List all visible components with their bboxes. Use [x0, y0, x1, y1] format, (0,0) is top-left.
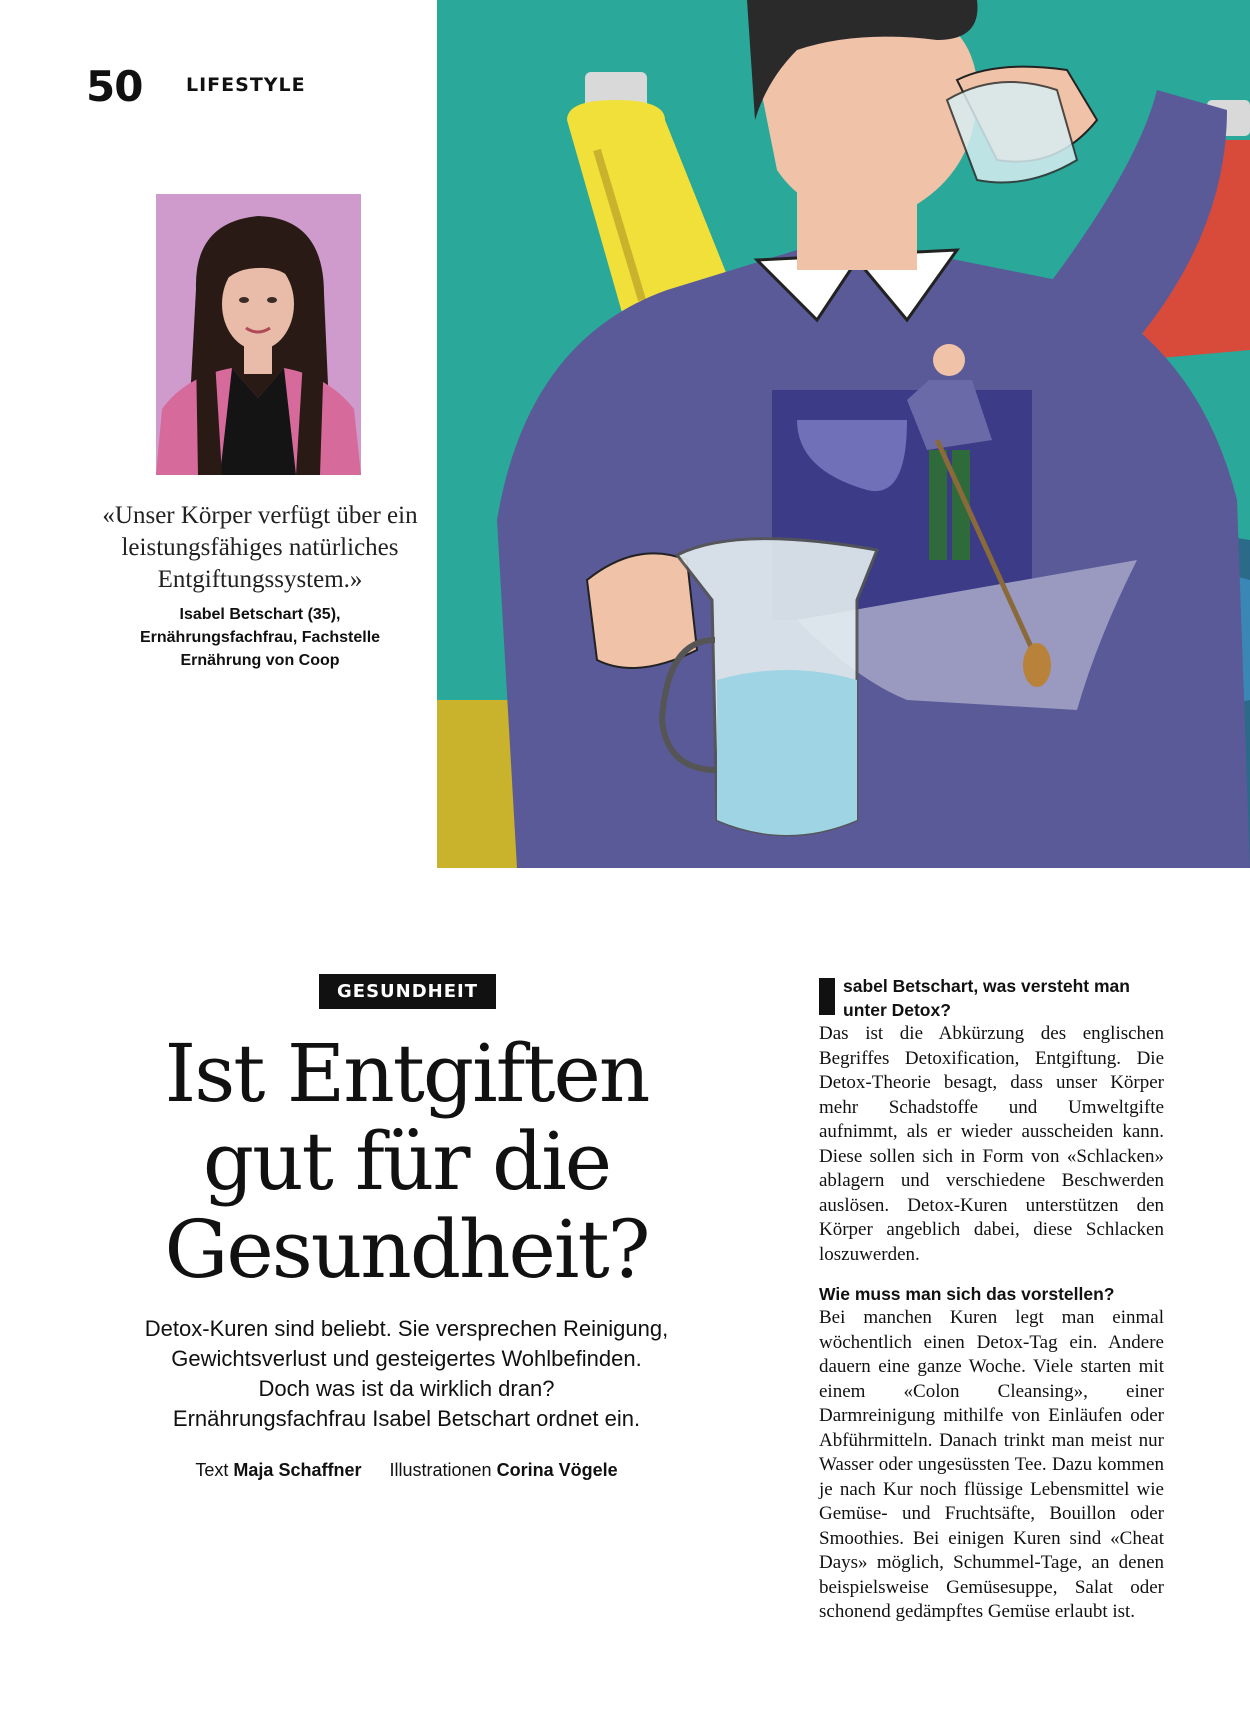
- interview-question: [819, 974, 1164, 1022]
- interview-question: Wie muss man sich das vorstellen?: [819, 1284, 1115, 1304]
- pull-quote: «Unser Körper verfügt über ein leistungsfähiges natürliches Entgiftungssystem.»: [102, 502, 418, 593]
- question-text: sabel Betschart, was versteht man unter Detox?: [843, 976, 1130, 1020]
- attribution-line: Isabel Betschart (35),: [179, 606, 341, 623]
- lead-line: Doch was ist da wirklich dran?: [258, 1376, 555, 1401]
- byline-author: Maja Schaffner: [233, 1460, 362, 1480]
- section-label: LIFESTYLE: [186, 74, 306, 96]
- attribution-line: Ernährungsfachfrau, Fachstelle: [139, 629, 381, 646]
- lead-line: Ernährungsfachfrau Isabel Betschart ordnet ein.: [172, 1406, 641, 1431]
- drop-cap-bar: [819, 978, 835, 1015]
- hero-illustration: [437, 0, 1250, 868]
- article-lead: [120, 1314, 693, 1434]
- headline-line: Ist Entgiften: [164, 1027, 649, 1120]
- page-number: 50: [86, 62, 143, 111]
- quote-attribution: [100, 603, 420, 672]
- byline-illustration-label: Illustrationen: [389, 1460, 492, 1480]
- portrait-photo: [156, 194, 361, 475]
- interview-answer: Bei manchen Kuren legt man einmal wöchentlich einen Detox-Tag ein. Andere dauern eine ganze Woche. Viele starten mit einem «Colon Cleansing», einer Darmreinigung mithilfe von Einläufen oder Abführmitteln. Danach trinkt man meist nur Wasser oder ungesüssten Tee. Dazu kommen je nach Kur noch flüssige Lebensmittel wie Gemüse- und Fruchtsäfte, Bouillon oder Smoothies. Bei einigen Kuren sind «Cheat Days» möglich, Schummel-Tage, an denen beispielsweise Gemüsesuppe, Salat oder schonend gedämpftes Gemüse erlaubt ist.: [819, 1307, 1164, 1622]
- headline-line: Gesundheit?: [164, 1203, 649, 1296]
- lead-line: Gewichtsverlust und gesteigertes Wohlbefinden.: [171, 1346, 642, 1371]
- byline-text-label: Text: [195, 1460, 229, 1480]
- headline-line: gut für die: [202, 1115, 611, 1208]
- attribution-line: Ernährung von Coop: [180, 652, 340, 669]
- interview-answer: Das ist die Abkürzung des englischen Begriffes Detoxification, Entgiftung. Die Detox-Theorie besagt, dass unser Körper mehr Schadstoffe und Umweltgifte aufnimmt, als er wieder ausscheiden kann. Diese sollen sich in Form von «Schlacken» ablagern und verschiedene Beschwerden auslösen. Detox-Kuren unterstützen den Körper angeblich dabei, diese Schlacken loszuwerden.: [819, 1023, 1164, 1265]
- byline: [120, 1460, 693, 1481]
- lead-line: Detox-Kuren sind beliebt. Sie versprechen Reinigung,: [144, 1316, 669, 1341]
- kicker-label: GESUNDHEIT: [319, 974, 496, 1009]
- article-headline: [120, 1027, 693, 1296]
- interview-column: [819, 974, 1164, 1640]
- byline-illustrator: Corina Vögele: [496, 1460, 618, 1480]
